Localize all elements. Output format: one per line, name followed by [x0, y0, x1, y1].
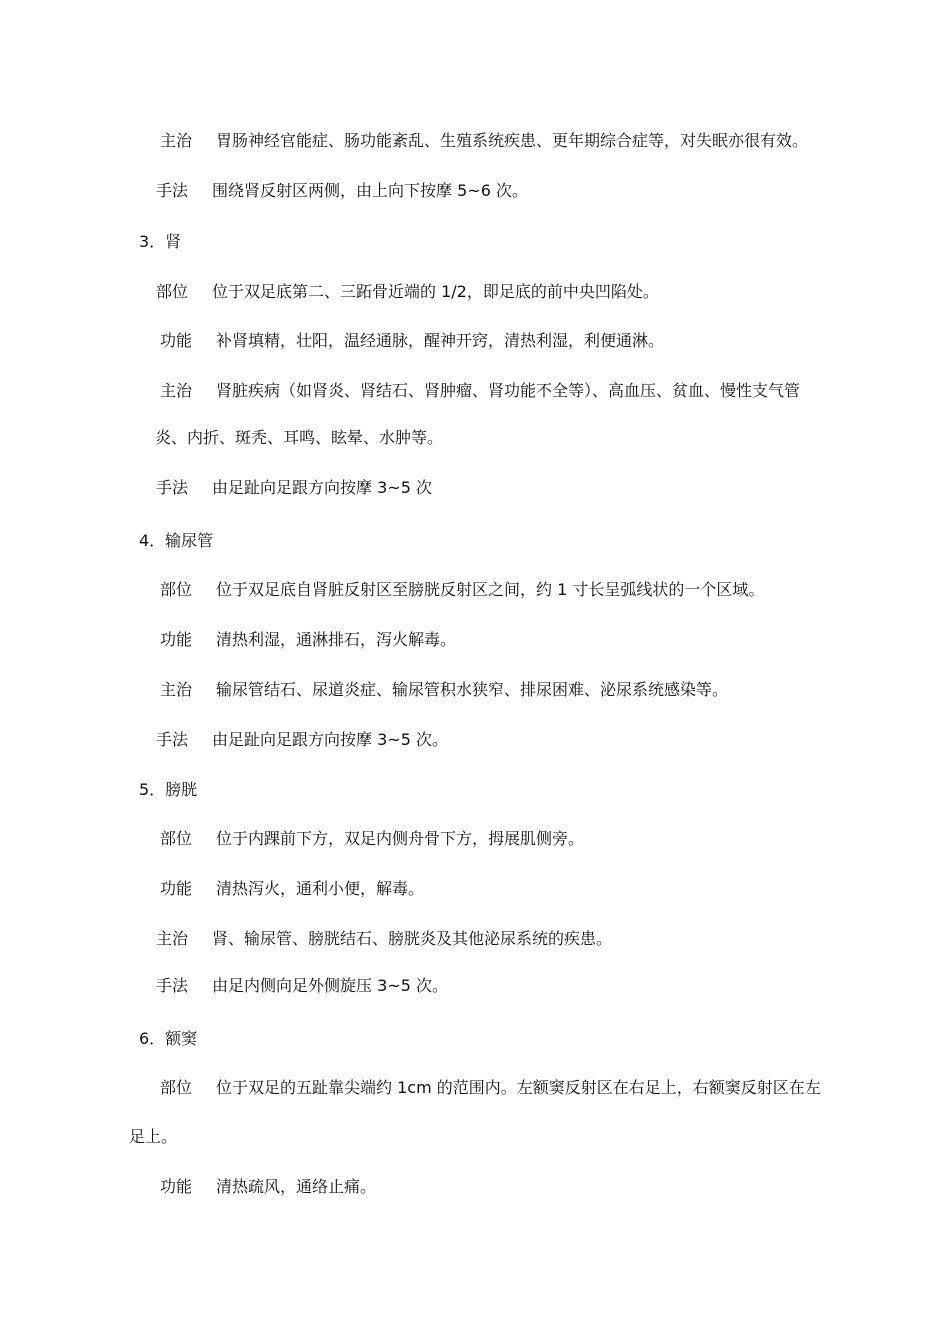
treatment-label: 主治: [160, 131, 193, 150]
location-line: [160, 829, 584, 849]
technique-line: [156, 478, 432, 498]
technique-label: 手法: [156, 976, 189, 995]
location-text: 位于双足的五趾靠尖端约 1cm 的范围内。左额窦反射区在右足上，右额窦反射区在左: [216, 1078, 821, 1097]
technique-text: 由足趾向足跟方向按摩 3~5 次: [212, 478, 432, 497]
location-text: 位于双足底自肾脏反射区至膀胱反射区之间，约 1 寸长呈弧线状的一个区域。: [216, 580, 765, 599]
location-label: 部位: [160, 1078, 193, 1097]
treatment-line: [160, 131, 808, 151]
function-text: 清热泻火，通利小便，解毒。: [216, 879, 425, 898]
treatment-text: 肾脏疾病（如肾炎、肾结石、肾肿瘤、肾功能不全等）、高血压、贫血、慢性支气管: [216, 381, 801, 400]
treatment-line: [160, 381, 800, 401]
section-heading-bladder: 5．膀胱: [139, 780, 198, 799]
treatment-continuation: 炎、内折、斑秃、耳鸣、眩晕、水肿等。: [155, 428, 444, 447]
treatment-text: 肾、输尿管、膀胱结石、膀胱炎及其他泌尿系统的疾患。: [212, 929, 613, 948]
location-continuation: 足上。: [129, 1127, 178, 1146]
treatment-label: 主治: [160, 680, 193, 699]
location-line: [156, 282, 659, 302]
technique-label: 手法: [156, 478, 189, 497]
function-label: 功能: [160, 879, 193, 898]
location-text: 位于双足底第二、三跖骨近端的 1/2，即足底的前中央凹陷处。: [212, 282, 659, 301]
technique-line: [156, 181, 528, 201]
function-label: 功能: [160, 630, 193, 649]
technique-text: 由足内侧向足外侧旋压 3~5 次。: [212, 976, 448, 995]
function-line: [160, 879, 424, 899]
function-text: 清热疏风，通络止痛。: [216, 1177, 377, 1196]
section-heading-ureter: 4．输尿管: [139, 531, 214, 550]
technique-label: 手法: [156, 730, 189, 749]
function-line: [160, 331, 664, 351]
technique-line: [156, 976, 448, 996]
technique-text: 由足趾向足跟方向按摩 3~5 次。: [212, 730, 448, 749]
treatment-label: 主治: [156, 929, 189, 948]
function-text: 清热利湿，通淋排石，泻火解毒。: [216, 630, 457, 649]
function-text: 补肾填精，壮阳，温经通脉，醒神开窍，清热利湿，利便通淋。: [216, 331, 665, 350]
function-label: 功能: [160, 331, 193, 350]
section-heading-kidney: 3．肾: [139, 232, 182, 251]
treatment-line: [160, 680, 728, 700]
treatment-text: 输尿管结石、尿道炎症、输尿管积水狭窄、排尿困难、泌尿系统感染等。: [216, 680, 729, 699]
location-text: 位于内踝前下方，双足内侧舟骨下方，拇展肌侧旁。: [216, 829, 585, 848]
treatment-label: 主治: [160, 381, 193, 400]
technique-line: [156, 730, 448, 750]
function-label: 功能: [160, 1177, 193, 1196]
technique-label: 手法: [156, 181, 189, 200]
technique-text: 围绕肾反射区两侧，由上向下按摩 5~6 次。: [212, 181, 528, 200]
location-label: 部位: [160, 580, 193, 599]
location-label: 部位: [156, 282, 189, 301]
treatment-text: 胃肠神经官能症、肠功能紊乱、生殖系统疾患、更年期综合症等，对失眠亦很有效。: [216, 131, 809, 150]
location-line: [160, 1078, 821, 1098]
location-line: [160, 580, 764, 600]
location-label: 部位: [160, 829, 193, 848]
function-line: [160, 1177, 376, 1197]
function-line: [160, 630, 456, 650]
treatment-line: [156, 929, 612, 949]
section-heading-frontal-sinus: 6．额窦: [139, 1029, 198, 1048]
